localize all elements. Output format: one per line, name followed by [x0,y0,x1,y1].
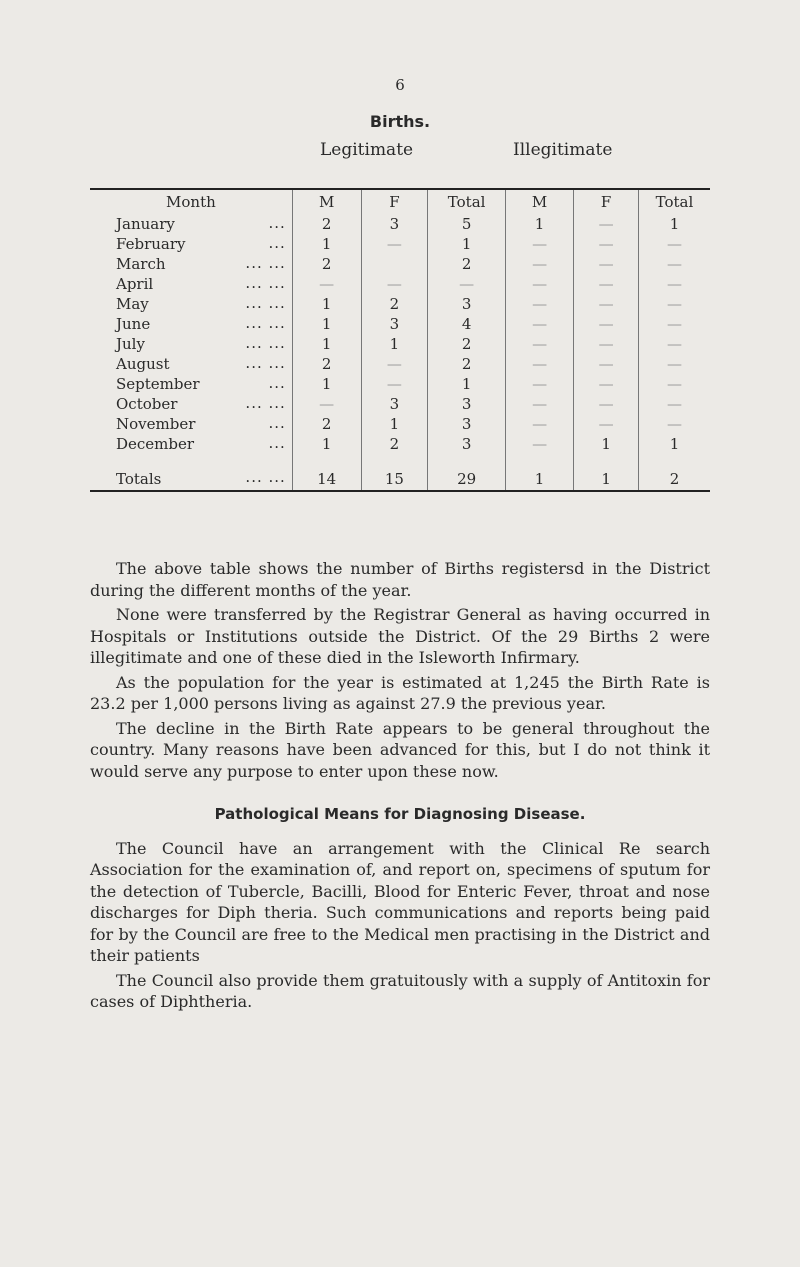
month-ill-f: — [574,254,639,274]
leader-dots: ... [268,414,286,432]
table-row [90,214,710,234]
col-header-f: F [361,190,428,214]
month-ill-m: — [505,354,573,374]
month-ill-f: — [574,234,639,254]
leader-dots: ... ... [245,334,286,352]
month-total: 2 [428,254,506,274]
month-f: 2 [361,294,428,314]
month-ill-m: — [505,274,573,294]
month-ill-total: — [638,374,710,394]
table-row [90,254,710,274]
month-ill-m: 1 [505,214,573,234]
table-row [90,374,710,394]
body-text [90,558,710,1016]
leader-dots: ... [268,434,286,452]
col-header-month: Month [166,193,216,211]
totals-f: 15 [361,468,428,490]
month-total: 2 [428,354,506,374]
month-cell [90,414,292,434]
month-label: June [116,315,151,333]
month-ill-total: — [638,334,710,354]
col-header-total: Total [428,190,506,214]
month-cell [90,274,292,294]
month-cell [90,214,292,234]
month-label: September [116,375,200,393]
month-f: 1 [361,334,428,354]
table-bottom-rule [90,490,710,492]
month-m: — [292,274,361,294]
totals-label-cell [90,468,292,490]
month-ill-f: — [574,394,639,414]
col-header-ill-m: M [505,190,573,214]
paragraph: None were transferred by the Registrar General as having occurred in Hospitals or Institutions outside the District. Of the 29 Births 2 were illegitimate and one of these died in the Isleworth Infirmary. [90,605,710,667]
totals-ill-total: 2 [638,468,710,490]
month-label: April [116,275,154,293]
paragraph: As the population for the year is estimated at 1,245 the Birth Rate is 23.2 per 1,000 persons living as against 27.9 the previous year. [90,672,710,713]
month-ill-f: — [574,294,639,314]
month-ill-total: — [638,294,710,314]
month-ill-m: — [505,314,573,334]
table-body [90,214,710,454]
leader-dots: ... ... [245,394,286,412]
month-ill-m: — [505,374,573,394]
month-ill-m: — [505,254,573,274]
month-total: 3 [428,294,506,314]
month-m: 2 [292,354,361,374]
month-cell [90,434,292,454]
table-row [90,414,710,434]
month-ill-total: — [638,254,710,274]
month-f: 3 [361,314,428,334]
totals-ill-f: 1 [574,468,639,490]
month-label: February [116,235,186,253]
month-ill-total: — [638,314,710,334]
month-ill-total: 1 [638,434,710,454]
leader-dots: ... ... [245,294,286,312]
leader-dots: ... [268,234,286,252]
month-m: 1 [292,314,361,334]
totals-m: 14 [292,468,361,490]
month-label: December [116,435,195,453]
month-m: 1 [292,434,361,454]
month-ill-total: — [638,394,710,414]
totals-ill-m: 1 [505,468,573,490]
paragraph: The decline in the Birth Rate appears to be general throughout the country. Many reasons have been advanced for this, but I do not think it would serve any purpose to enter upon these now. [90,718,710,781]
month-cell [90,374,292,394]
paragraph: The Council have an arrangement with the Clinical Re search Association for the examination of, and report on, specimens of sputum for the detection of Tubercle, Bacilli, Blood for Enteric Fever, throat and nose discharges for Diph theria. Such communications and reports being paid for by the Council are free to the Medical men practising in the District and their patients [90,838,710,965]
table-row [90,274,710,294]
month-m: 2 [292,254,361,274]
month-f: — [361,354,428,374]
month-label: May [116,295,149,313]
table-spacer-row [90,454,710,468]
leader-dots: ... ... [245,274,286,292]
month-total: 3 [428,414,506,434]
month-ill-f: — [574,374,639,394]
month-ill-f: — [574,314,639,334]
leader-dots: ... ... [245,254,286,272]
month-cell [90,234,292,254]
month-ill-f: — [574,334,639,354]
month-total: — [428,274,506,294]
table-row [90,334,710,354]
month-ill-m: — [505,414,573,434]
month-cell [90,334,292,354]
month-m: 2 [292,214,361,234]
col-header-ill-total: Total [638,190,710,214]
table-group-labels [90,140,710,164]
month-cell [90,294,292,314]
table-row [90,294,710,314]
month-ill-total: — [638,234,710,254]
paragraph: The above table shows the number of Births registersd in the District during the different months of the year. [90,559,710,600]
col-header-ill-f: F [574,190,639,214]
month-ill-total: 1 [638,214,710,234]
month-total: 5 [428,214,506,234]
births-table [90,188,710,492]
month-m: 1 [292,374,361,394]
month-ill-f: — [574,414,639,434]
totals-total: 29 [428,468,506,490]
month-label: July [116,335,145,353]
month-ill-total: — [638,414,710,434]
month-ill-m: — [505,434,573,454]
leader-dots: ... [268,214,286,232]
month-f: — [361,374,428,394]
totals-row [90,468,710,490]
month-ill-m: — [505,294,573,314]
group-illegitimate: Illegitimate [513,140,613,160]
month-cell [90,354,292,374]
table-row [90,234,710,254]
leader-dots: ... [268,374,286,392]
month-cell [90,314,292,334]
month-label: October [116,395,178,413]
table-row [90,394,710,414]
month-label: August [116,355,170,373]
totals-dots: ... ... [245,468,286,486]
month-total: 2 [428,334,506,354]
month-label: November [116,415,196,433]
month-label: March [116,255,166,273]
month-total: 1 [428,234,506,254]
month-ill-f: — [574,354,639,374]
month-cell [90,254,292,274]
month-f: — [361,274,428,294]
month-f: 2 [361,434,428,454]
month-ill-total: — [638,274,710,294]
month-f: 3 [361,394,428,414]
month-ill-m: — [505,334,573,354]
month-f: 1 [361,414,428,434]
totals-label: Totals [116,470,162,488]
month-total: 3 [428,394,506,414]
table-header-row [90,190,710,214]
births-heading: Births. [369,112,431,131]
month-ill-f: — [574,274,639,294]
month-m: 2 [292,414,361,434]
month-m: — [292,394,361,414]
leader-dots: ... ... [245,314,286,332]
month-total: 1 [428,374,506,394]
month-ill-m: — [505,234,573,254]
month-ill-m: — [505,394,573,414]
group-legitimate: Legitimate [320,140,414,160]
month-m: 1 [292,334,361,354]
month-f [361,254,428,274]
month-cell [90,394,292,414]
month-f: — [361,234,428,254]
month-total: 4 [428,314,506,334]
month-ill-total: — [638,354,710,374]
page-number: 6 [395,76,405,94]
month-m: 1 [292,294,361,314]
table-row [90,434,710,454]
table-row [90,354,710,374]
month-label: January [116,215,175,233]
col-header-m: M [292,190,361,214]
month-ill-f: 1 [574,434,639,454]
month-f: 3 [361,214,428,234]
table-row [90,314,710,334]
pathological-heading: Pathological Means for Diagnosing Disease. [214,805,586,823]
month-m: 1 [292,234,361,254]
month-ill-f: — [574,214,639,234]
paragraph: The Council also provide them gratuitously with a supply of Antitoxin for cases of Diphtheria. [90,970,710,1011]
month-total: 3 [428,434,506,454]
leader-dots: ... ... [245,354,286,372]
